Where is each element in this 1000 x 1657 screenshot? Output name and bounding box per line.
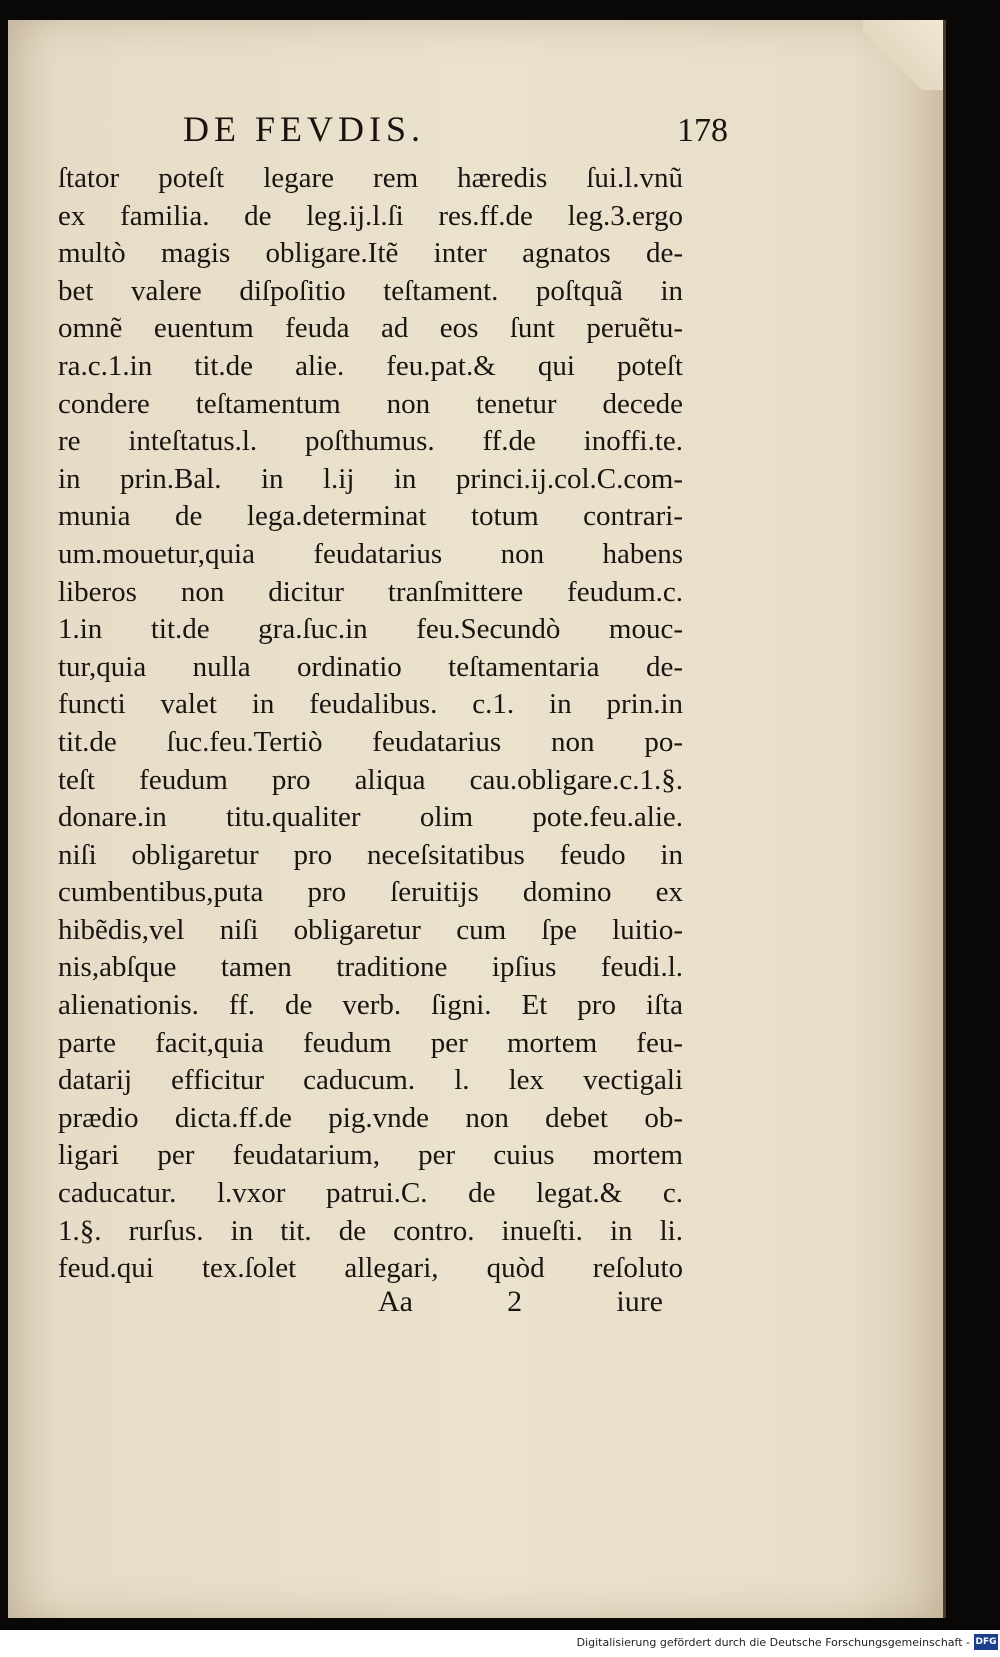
text-line: donare.in titu.qualiter olim pote.feu.alie. [58, 801, 683, 834]
text-line: re inteſtatus.l. poſthumus. ff.de inoffi.te. [58, 425, 683, 458]
page-header [183, 108, 728, 150]
text-line: tit.de ſuc.feu.Tertiò feudatarius non po- [58, 725, 683, 758]
page-number: 178 [677, 112, 728, 149]
text-line: functi valet in feudalibus. c.1. in prin.in [58, 688, 683, 721]
text-line: niſi obligaretur pro neceſsitatibus feudo in [58, 838, 683, 871]
text-line: datarij efficitur caducum. l. lex vectigali [58, 1064, 683, 1097]
signature-number: 2 [507, 1285, 523, 1318]
text-line: omnẽ euentum feuda ad eos ſunt peruẽtu- [58, 312, 683, 345]
text-line: cumbentibus,puta pro ſeruitijs domino ex [58, 876, 683, 909]
text-line: feud.qui tex.ſolet allegari, quòd reſoluto [58, 1252, 683, 1285]
text-line: nis,abſque tamen traditione ipſius feudi.l. [58, 951, 683, 984]
catchword: iure [616, 1285, 663, 1318]
page-footer [378, 1285, 663, 1319]
text-line: condere teſtamentum non tenetur decede [58, 387, 683, 420]
text-line: in prin.Bal. in l.ij in princi.ij.col.C.com- [58, 462, 683, 495]
text-line: ligari per feudatarium, per cuius mortem [58, 1139, 683, 1172]
digitization-credit-bar [0, 1630, 1000, 1657]
text-line: multò magis obligare.Itẽ inter agnatos de- [58, 237, 683, 270]
text-line: prædio dicta.ff.de pig.vnde non debet ob- [58, 1101, 683, 1134]
digitization-credit: Digitalisierung gefördert durch die Deutsche Forschungsgemeinschaft - [576, 1636, 970, 1649]
text-line: munia de lega.determinat totum contrari- [58, 500, 683, 533]
text-line: parte facit,quia feudum per mortem feu- [58, 1026, 683, 1059]
text-line: hibẽdis,vel niſi obligaretur cum ſpe luitio- [58, 913, 683, 946]
text-line: um.mouetur,quia feudatarius non habens [58, 537, 683, 570]
text-line: tur,quia nulla ordinatio teſtamentaria de- [58, 650, 683, 683]
text-line: ra.c.1.in tit.de alie. feu.pat.& qui poteſt [58, 349, 683, 382]
text-line: ſtator poteſt legare rem hæredis ſui.l.vnũ [58, 162, 683, 194]
text-line: caducatur. l.vxor patrui.C. de legat.& c. [58, 1177, 683, 1210]
text-line: ex familia. de leg.ij.l.ſi res.ff.de leg.3.ergo [58, 199, 683, 232]
body-text [58, 160, 683, 1288]
dfg-logo-icon: DFG [974, 1634, 998, 1650]
text-line: alienationis. ff. de verb. ſigni. Et pro iſta [58, 989, 683, 1022]
signature-mark: Aa [378, 1285, 413, 1318]
page-corner-fold [863, 20, 943, 90]
book-page [8, 20, 946, 1618]
text-line: bet valere diſpoſitio teſtament. poſtquã in [58, 274, 683, 307]
text-line: liberos non dicitur tranſmittere feudum.c. [58, 575, 683, 608]
text-line: 1.§. rurſus. in tit. de contro. inueſti. in li. [58, 1214, 683, 1247]
text-line: teſt feudum pro aliqua cau.obligare.c.1.§. [58, 763, 683, 796]
text-line: 1.in tit.de gra.ſuc.in feu.Secundò mouc- [58, 613, 683, 646]
running-title: DE FEVDIS. [183, 109, 426, 149]
